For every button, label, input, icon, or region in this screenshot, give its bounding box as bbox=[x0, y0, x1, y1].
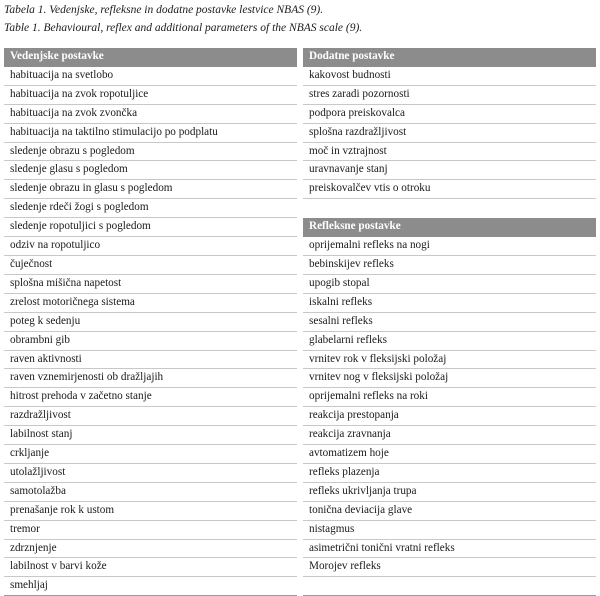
behavioural-cell: sledenje ropotuljici s pogledom bbox=[4, 218, 300, 237]
reflex-cell: iskalni refleks bbox=[300, 293, 596, 312]
reflex-cell: nistagmus bbox=[300, 520, 596, 539]
reflex-cell: oprijemalni refleks na nogi bbox=[300, 237, 596, 256]
additional-cell: kakovost budnosti bbox=[300, 66, 596, 85]
reflex-cell: avtomatizem hoje bbox=[300, 445, 596, 464]
table-row bbox=[4, 520, 596, 539]
table-row bbox=[4, 350, 596, 369]
header-row bbox=[4, 48, 596, 66]
nbas-parameters-table bbox=[4, 48, 596, 596]
behavioural-cell: splošna mišična napetost bbox=[4, 274, 300, 293]
table-row bbox=[4, 218, 596, 237]
behavioural-cell: habituacija na zvok ropotuljice bbox=[4, 85, 300, 104]
table-row bbox=[4, 199, 596, 218]
behavioural-cell: sledenje rdeči žogi s pogledom bbox=[4, 199, 300, 218]
table-row bbox=[4, 407, 596, 426]
behavioural-cell: raven vznemirjenosti ob dražljajih bbox=[4, 369, 300, 388]
table-row bbox=[4, 142, 596, 161]
reflex-cell: tonična deviacija glave bbox=[300, 501, 596, 520]
reflex-cell: vrnitev rok v fleksijski položaj bbox=[300, 350, 596, 369]
behavioural-cell: labilnost stanj bbox=[4, 426, 300, 445]
behavioural-cell: crkljanje bbox=[4, 445, 300, 464]
table-row bbox=[4, 331, 596, 350]
table-row bbox=[4, 161, 596, 180]
reflex-cell: sesalni refleks bbox=[300, 312, 596, 331]
table-row bbox=[4, 482, 596, 501]
reflex-cell: refleks plazenja bbox=[300, 463, 596, 482]
table-row bbox=[4, 180, 596, 199]
empty-cell bbox=[300, 577, 596, 596]
reflex-cell: asimetrični tonični vratni refleks bbox=[300, 539, 596, 558]
additional-cell: podpora preiskovalca bbox=[300, 104, 596, 123]
reflex-cell: upogib stopal bbox=[300, 274, 596, 293]
behavioural-cell: zrelost motoričnega sistema bbox=[4, 293, 300, 312]
table-row bbox=[4, 66, 596, 85]
table-body bbox=[4, 48, 596, 596]
behavioural-cell: labilnost v barvi kože bbox=[4, 558, 300, 577]
table-row bbox=[4, 293, 596, 312]
table-row bbox=[4, 388, 596, 407]
behavioural-cell: raven aktivnosti bbox=[4, 350, 300, 369]
table-row bbox=[4, 369, 596, 388]
behavioural-cell: sledenje obrazu in glasu s pogledom bbox=[4, 180, 300, 199]
behavioural-cell: zdrznjenje bbox=[4, 539, 300, 558]
table-row bbox=[4, 539, 596, 558]
column-header-reflex: Refleksne postavke bbox=[300, 218, 596, 237]
additional-cell: splošna razdražljivost bbox=[300, 123, 596, 142]
behavioural-cell: poteg k sedenju bbox=[4, 312, 300, 331]
behavioural-cell: sledenje obrazu s pogledom bbox=[4, 142, 300, 161]
behavioural-cell: samotolažba bbox=[4, 482, 300, 501]
behavioural-cell: tremor bbox=[4, 520, 300, 539]
table-row bbox=[4, 104, 596, 123]
table-row bbox=[4, 255, 596, 274]
table-row bbox=[4, 577, 596, 596]
reflex-cell: glabelarni refleks bbox=[300, 331, 596, 350]
empty-cell bbox=[300, 199, 596, 218]
behavioural-cell: obrambni gib bbox=[4, 331, 300, 350]
table-row bbox=[4, 123, 596, 142]
column-header-behavioural: Vedenjske postavke bbox=[4, 48, 300, 66]
reflex-cell: reakcija prestopanja bbox=[300, 407, 596, 426]
additional-cell: uravnavanje stanj bbox=[300, 161, 596, 180]
table-row bbox=[4, 501, 596, 520]
column-header-additional: Dodatne postavke bbox=[300, 48, 596, 66]
table-row bbox=[4, 463, 596, 482]
table-row bbox=[4, 85, 596, 104]
table-row bbox=[4, 237, 596, 256]
behavioural-cell: čuječnost bbox=[4, 255, 300, 274]
behavioural-cell: habituacija na taktilno stimulacijo po podplatu bbox=[4, 123, 300, 142]
behavioural-cell: prenašanje rok k ustom bbox=[4, 501, 300, 520]
reflex-cell: bebinskijev refleks bbox=[300, 255, 596, 274]
behavioural-cell: smehljaj bbox=[4, 577, 300, 596]
additional-cell: moč in vztrajnost bbox=[300, 142, 596, 161]
additional-cell: stres zaradi pozornosti bbox=[300, 85, 596, 104]
reflex-cell: refleks ukrivljanja trupa bbox=[300, 482, 596, 501]
reflex-cell: vrnitev nog v fleksijski položaj bbox=[300, 369, 596, 388]
caption-english: Table 1. Behavioural, reflex and additional parameters of the NBAS scale (9). bbox=[4, 22, 363, 34]
behavioural-cell: odziv na ropotuljico bbox=[4, 237, 300, 256]
reflex-cell: reakcija zravnanja bbox=[300, 426, 596, 445]
table-row bbox=[4, 426, 596, 445]
behavioural-cell: habituacija na svetlobo bbox=[4, 66, 300, 85]
table-row bbox=[4, 274, 596, 293]
table-row bbox=[4, 445, 596, 464]
behavioural-cell: razdražljivost bbox=[4, 407, 300, 426]
reflex-cell: oprijemalni refleks na roki bbox=[300, 388, 596, 407]
behavioural-cell: utolažljivost bbox=[4, 463, 300, 482]
reflex-cell: Morojev refleks bbox=[300, 558, 596, 577]
caption-slovenian: Tabela 1. Vedenjske, refleksne in dodatne postavke lestvice NBAS (9). bbox=[4, 4, 324, 16]
behavioural-cell: sledenje glasu s pogledom bbox=[4, 161, 300, 180]
behavioural-cell: habituacija na zvok zvončka bbox=[4, 104, 300, 123]
table-row bbox=[4, 558, 596, 577]
additional-cell: preiskovalčev vtis o otroku bbox=[300, 180, 596, 199]
table-row bbox=[4, 312, 596, 331]
behavioural-cell: hitrost prehoda v začetno stanje bbox=[4, 388, 300, 407]
